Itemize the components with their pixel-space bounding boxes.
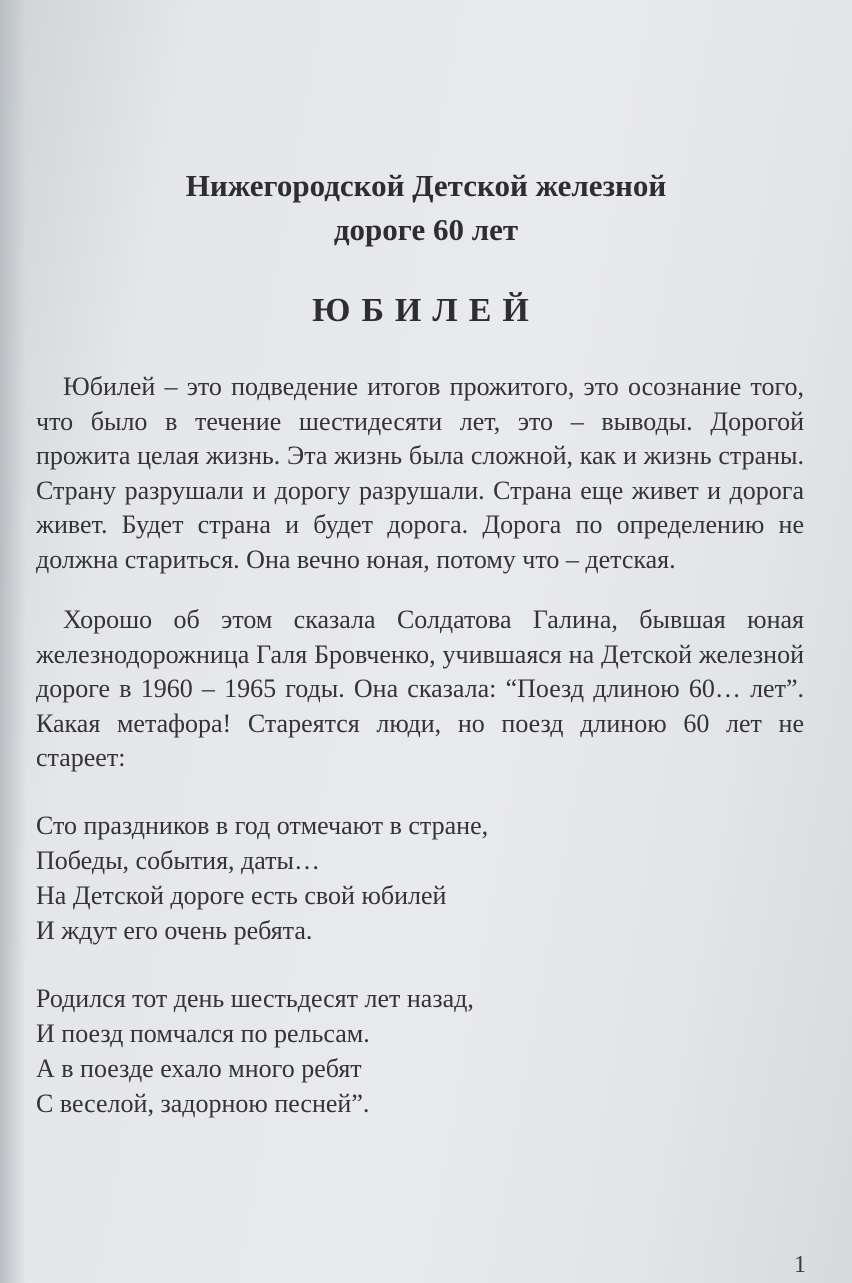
verse-line: Сто праздников в год отмечают в стране,	[36, 811, 489, 840]
verse-line: Родился тот день шестьдесят лет назад,	[36, 984, 474, 1013]
page-title	[0, 164, 852, 252]
paragraph-1-block	[36, 370, 804, 577]
verse-stanza-1	[36, 808, 488, 948]
page-number: 1	[794, 1252, 806, 1278]
title-line-1: Нижегородской Детской железной	[185, 168, 667, 203]
verse-line: И поезд помчался по рельсам.	[36, 1019, 370, 1048]
verse-line: С веселой, задорною песней”.	[36, 1089, 370, 1118]
paragraph: Юбилей – это подведение итогов прожитого, это осознание того, что было в течение шестидесяти лет, это – выводы. Дорогой прожита целая жизнь. Эта жизнь была сложной, как и жизнь страны. Страну разрушали и дорогу разрушали. Страна еще живет и дорога живет. Будет страна и будет дорога. Дорога по определению не должна стариться. Она вечно юная, потому что – детская.	[36, 372, 804, 574]
title-line-2: дороге 60 лет	[333, 212, 519, 247]
verse-line: На Детской дороге есть свой юбилей	[36, 881, 447, 910]
verse-line: И ждут его очень ребята.	[36, 916, 313, 945]
paragraph-2-block	[36, 603, 804, 776]
section-heading: ЮБИЛЕЙ	[312, 292, 540, 329]
verse-line: А в поезде ехало много ребят	[36, 1054, 362, 1083]
paragraph: Хорошо об этом сказала Солдатова Галина, бывшая юная железнодорожница Галя Бровченко, учившаяся на Детской железной дороге в 1960 – 1965 годы. Она сказала: “Поезд длиною 60… лет”. Какая метафора! Стареятся люди, но поезд длиною 60 лет не стареет:	[36, 605, 804, 772]
verse-stanza-2	[36, 981, 474, 1121]
verse-line: Победы, события, даты…	[36, 846, 320, 875]
